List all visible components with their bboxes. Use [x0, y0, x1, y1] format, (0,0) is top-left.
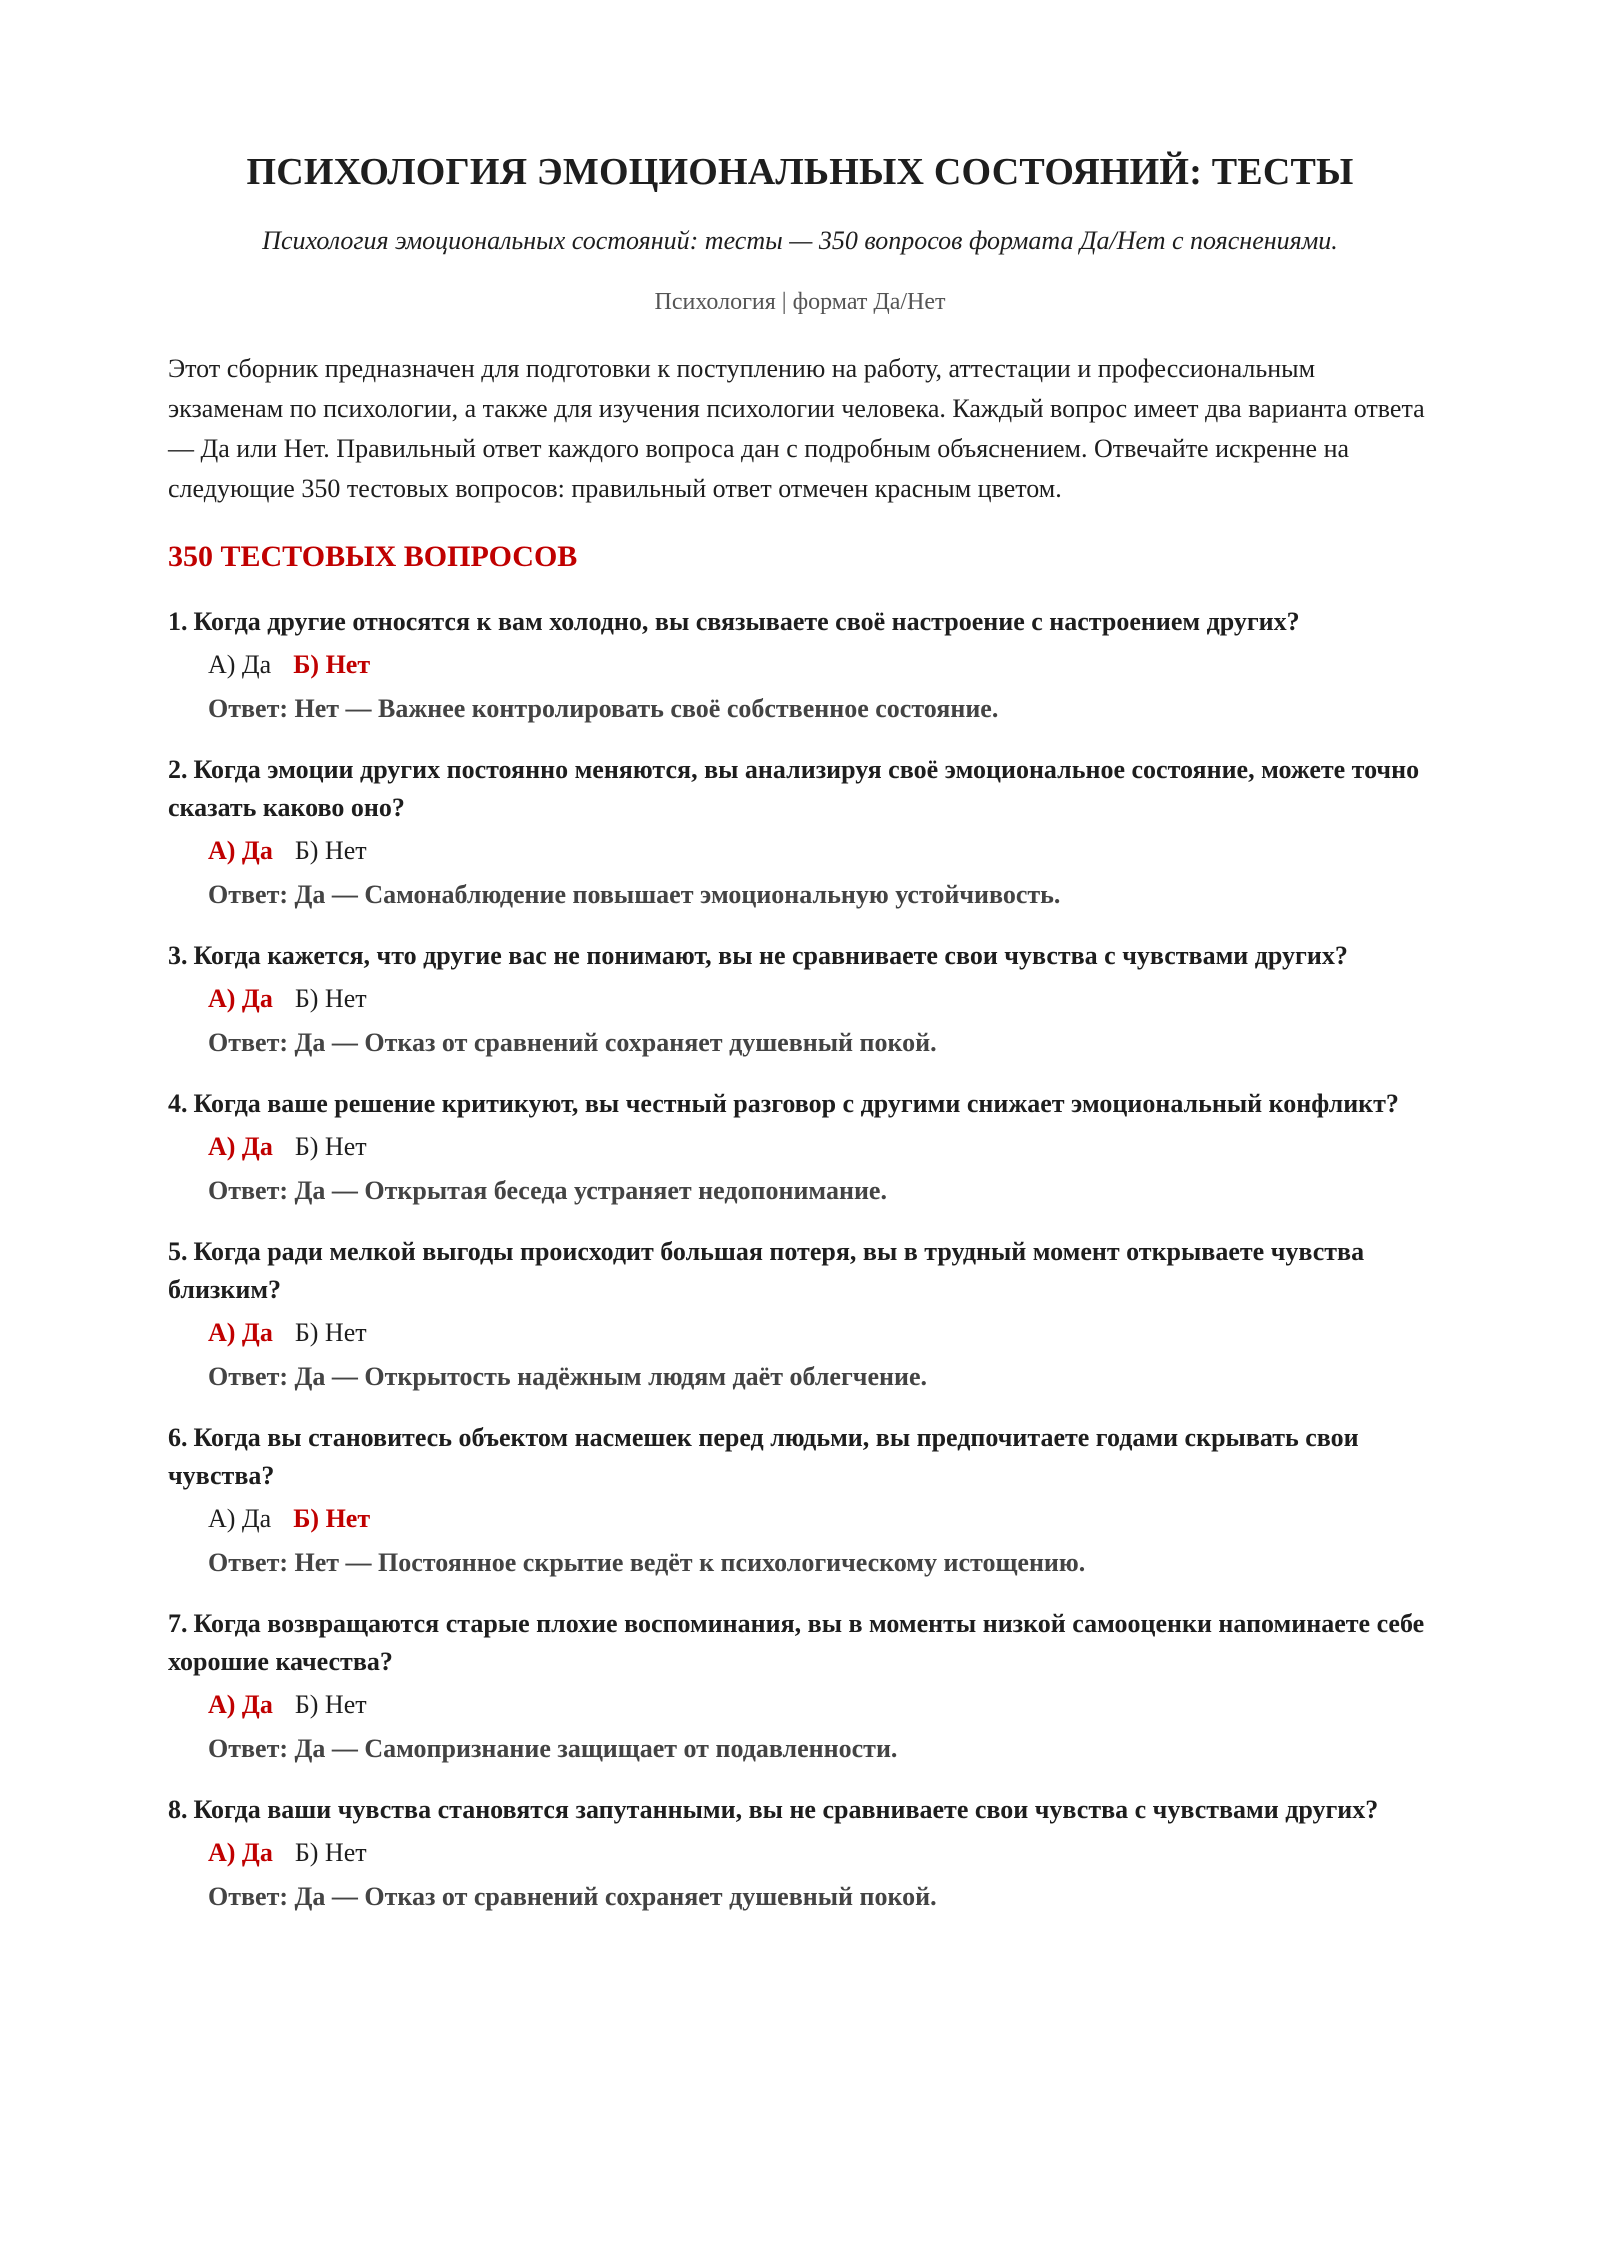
question-text — [168, 937, 1432, 975]
option-a: А) Да — [208, 1837, 273, 1867]
question-text — [168, 751, 1432, 827]
answer-options — [208, 831, 1432, 871]
answer-explanation: Ответ: Да — Отказ от сравнений сохраняет душевный покой. — [208, 1027, 937, 1057]
question-list — [168, 603, 1432, 1917]
page-title: ПСИХОЛОГИЯ ЭМОЦИОНАЛЬНЫХ СОСТОЯНИЙ: ТЕСТЫ — [246, 151, 1354, 193]
answer-explanation: Ответ: Да — Открытость надёжным людям даёт облегчение. — [208, 1361, 927, 1391]
option-b: Б) Нет — [294, 1837, 367, 1867]
answer-explanation: Ответ: Нет — Важнее контролировать своё собственное состояние. — [208, 693, 999, 723]
option-b: Б) Нет — [293, 1503, 371, 1533]
question-item — [168, 751, 1432, 915]
question-body: Когда ради мелкой выгоды происходит большая потеря, вы в трудный момент открываете чувства близким? — [168, 1236, 1365, 1304]
answer-options — [208, 1313, 1432, 1353]
answer-explanation: Ответ: Да — Открытая беседа устраняет недопонимание. — [208, 1175, 887, 1205]
question-number: 3. — [168, 940, 188, 970]
question-text — [168, 1233, 1432, 1309]
option-a: А) Да — [208, 835, 273, 865]
option-b: Б) Нет — [294, 835, 367, 865]
answer-options — [208, 1127, 1432, 1167]
question-number: 4. — [168, 1088, 188, 1118]
question-text — [168, 1605, 1432, 1681]
question-number: 6. — [168, 1422, 188, 1452]
question-item — [168, 603, 1432, 729]
question-number: 2. — [168, 754, 188, 784]
intro-paragraph: Этот сборник предназначен для подготовки к поступлению на работу, аттестации и профессиональным экзаменам по психологии, а также для изучения психологии человека. Каждый вопрос имеет два варианта ответа — Да или Нет. Правильный ответ каждого вопроса дан с подробным объяснением. Отвечайте искренне на следующие 350 тестовых вопросов: правильный ответ отмечен красным цветом. — [168, 353, 1425, 503]
answer-options — [208, 1685, 1432, 1725]
answer-explanation: Ответ: Да — Отказ от сравнений сохраняет душевный покой. — [208, 1881, 937, 1911]
option-a: А) Да — [208, 1503, 272, 1533]
option-a: А) Да — [208, 1131, 273, 1161]
question-text — [168, 1791, 1432, 1829]
question-body: Когда возвращаются старые плохие воспоминания, вы в моменты низкой самооценки напоминаете себе хорошие качества? — [168, 1608, 1425, 1676]
option-b: Б) Нет — [294, 1131, 367, 1161]
category-meta: Психология | формат Да/Нет — [654, 289, 946, 316]
option-b: Б) Нет — [294, 1689, 367, 1719]
question-body: Когда другие относятся к вам холодно, вы связываете своё настроение с настроением других? — [193, 606, 1300, 636]
question-body: Когда кажется, что другие вас не понимают, вы не сравниваете свои чувства с чувствами других? — [193, 940, 1348, 970]
option-b: Б) Нет — [294, 1317, 367, 1347]
answer-options — [208, 979, 1432, 1019]
option-b: Б) Нет — [294, 983, 367, 1013]
question-item — [168, 1085, 1432, 1211]
question-text — [168, 603, 1432, 641]
question-number: 1. — [168, 606, 188, 636]
answer-options — [208, 1833, 1432, 1873]
question-text — [168, 1085, 1432, 1123]
question-number: 7. — [168, 1608, 188, 1638]
option-a: А) Да — [208, 1689, 273, 1719]
question-body: Когда ваше решение критикуют, вы честный разговор с другими снижает эмоциональный конфликт? — [193, 1088, 1399, 1118]
answer-explanation: Ответ: Нет — Постоянное скрытие ведёт к психологическому истощению. — [208, 1547, 1086, 1577]
option-a: А) Да — [208, 649, 272, 679]
question-text — [168, 1419, 1432, 1495]
answer-explanation: Ответ: Да — Самопризнание защищает от подавленности. — [208, 1733, 898, 1763]
question-item — [168, 1233, 1432, 1397]
answer-options — [208, 1499, 1432, 1539]
question-item — [168, 1791, 1432, 1917]
question-number: 8. — [168, 1794, 188, 1824]
option-a: А) Да — [208, 983, 273, 1013]
question-body: Когда ваши чувства становятся запутанными, вы не сравниваете свои чувства с чувствами других? — [193, 1794, 1379, 1824]
question-number: 5. — [168, 1236, 188, 1266]
question-body: Когда вы становитесь объектом насмешек перед людьми, вы предпочитаете годами скрывать свои чувства? — [168, 1422, 1359, 1490]
question-item — [168, 1605, 1432, 1769]
question-item — [168, 937, 1432, 1063]
section-heading: 350 ТЕСТОВЫХ ВОПРОСОВ — [168, 539, 578, 573]
answer-explanation: Ответ: Да — Самонаблюдение повышает эмоциональную устойчивость. — [208, 879, 1061, 909]
option-a: А) Да — [208, 1317, 273, 1347]
answer-options — [208, 645, 1432, 685]
option-b: Б) Нет — [293, 649, 371, 679]
page-subtitle: Психология эмоциональных состояний: тесты — 350 вопросов формата Да/Нет с пояснениями. — [262, 225, 1338, 255]
question-item — [168, 1419, 1432, 1583]
question-body: Когда эмоции других постоянно меняются, вы анализируя своё эмоциональное состояние, можете точно сказать каково оно? — [168, 754, 1420, 822]
